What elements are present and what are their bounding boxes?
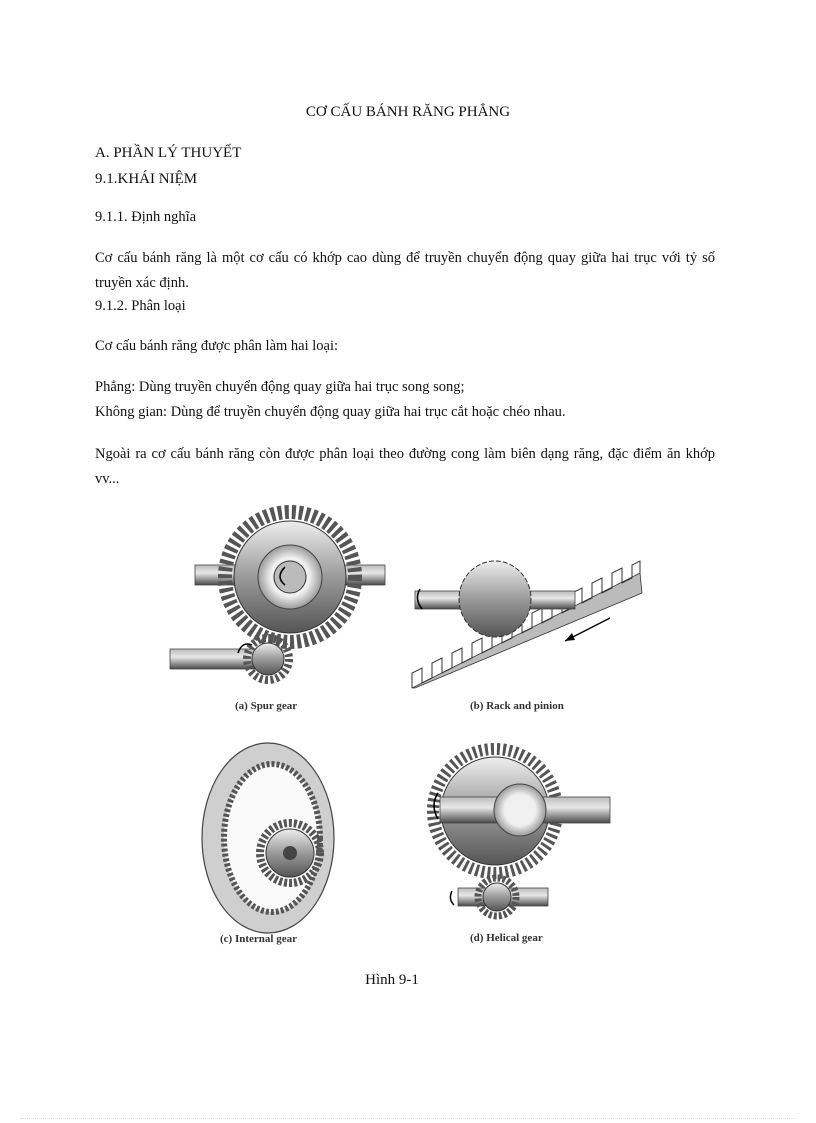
caption-rack-and-pinion: (b) Rack and pinion (470, 700, 564, 712)
caption-internal-gear: (c) Internal gear (220, 933, 297, 945)
other-classification-paragraph: Ngoài ra cơ cấu bánh răng còn được phân loại theo đường cong làm biên dạng răng, đặc điểm ăn khớp vv... (95, 446, 715, 487)
subsection-9-1-2: 9.1.2. Phân loại (95, 298, 186, 314)
rack-and-pinion-illustration (412, 561, 642, 688)
spur-gear-illustration (170, 512, 385, 680)
item-spatial-gears: Không gian: Dùng để truyền chuyển động quay giữa hai trục cắt hoặc chéo nhau. (95, 404, 566, 420)
page-title: CƠ CẤU BÁNH RĂNG PHẲNG (305, 104, 511, 120)
caption-helical-gear: (d) Helical gear (470, 932, 543, 944)
section-heading-9-1: 9.1.KHÁI NIỆM (95, 171, 198, 187)
section-heading-a: A. PHẦN LÝ THUYẾT (95, 145, 242, 161)
internal-gear-illustration (202, 743, 334, 933)
page-bottom-divider (20, 1118, 796, 1119)
gear-figure (140, 493, 670, 955)
figure-caption: Hình 9-1 (365, 972, 419, 988)
classification-paragraph: Cơ cấu bánh răng được phân làm hai loại: (95, 338, 339, 354)
subsection-9-1-1: 9.1.1. Định nghĩa (95, 209, 197, 225)
helical-gear-illustration (433, 749, 610, 916)
caption-spur-gear: (a) Spur gear (235, 700, 298, 712)
item-flat-gears: Phẳng: Dùng truyền chuyển động quay giữa hai trục song song; (95, 379, 465, 395)
definition-paragraph: Cơ cấu bánh răng là một cơ cấu có khớp cao dùng để truyền chuyển động quay giữa hai trục với tỷ số truyền xác định. (95, 250, 715, 291)
